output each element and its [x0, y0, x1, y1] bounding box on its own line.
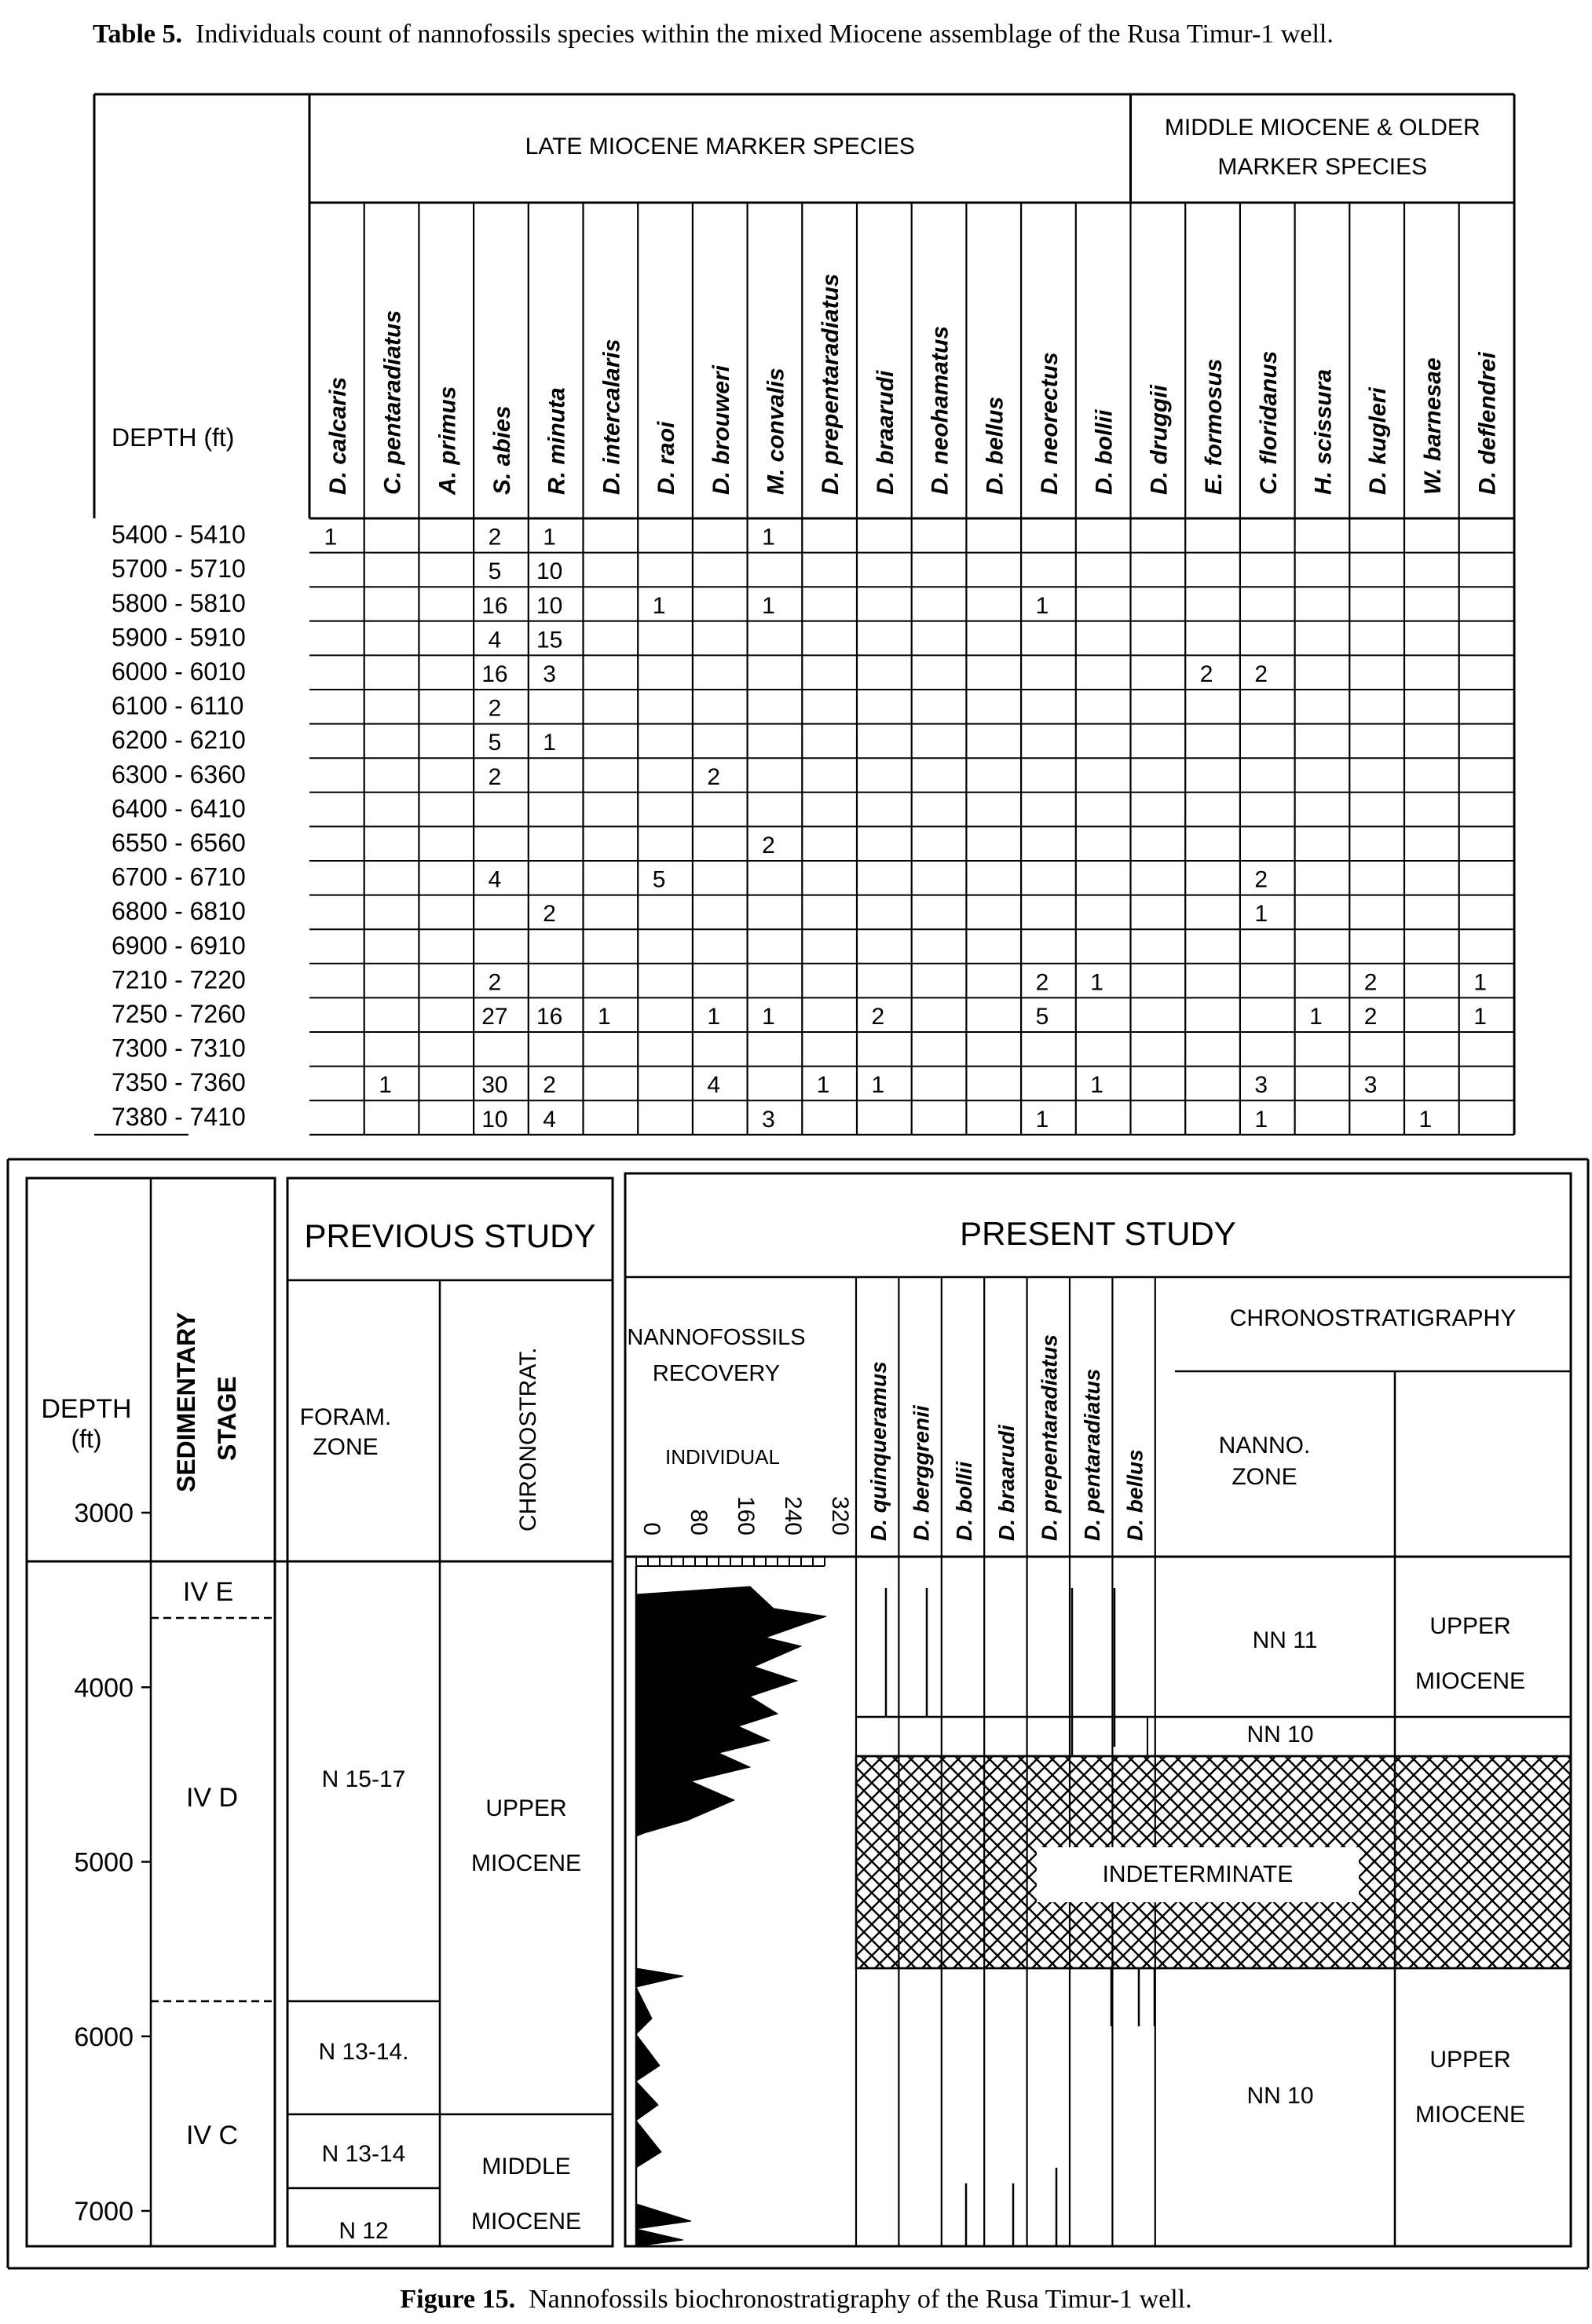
species-name-label: D. braarudi	[872, 370, 898, 495]
depth-interval-label: 6700 - 6710	[112, 862, 246, 891]
species-count-cell: 2	[1254, 661, 1268, 687]
previous-study-header: PREVIOUS STUDY	[304, 1217, 596, 1254]
species-count-cell: 27	[481, 1004, 508, 1030]
foram-zone-header: FORAM.	[299, 1404, 392, 1430]
species-count-cell: 2	[488, 763, 502, 790]
depth-interval-label: 6800 - 6810	[112, 897, 246, 926]
species-count-cell: 1	[652, 592, 666, 619]
species-count-cell: 2	[488, 969, 502, 996]
species-count-cell: 2	[762, 833, 775, 858]
species-name-label: D. neorectus	[1036, 352, 1063, 495]
foram-zone-label: N 13-14	[321, 2141, 406, 2167]
species-name-label: D. bollii	[1091, 409, 1118, 495]
species-count-cell: 2	[1363, 969, 1378, 996]
depth-interval-label: 7250 - 7260	[112, 1000, 246, 1028]
recovery-unit-label: INDIVIDUAL	[665, 1445, 780, 1469]
species-count-cell: 2	[543, 1072, 556, 1099]
species-count-cell: 10	[536, 558, 563, 585]
chronostratigraphy-label: UPPER	[1429, 2047, 1511, 2073]
depth-axis-title: DEPTH	[41, 1394, 132, 1424]
middle-miocene-group-header: MARKER SPECIES	[1217, 154, 1428, 180]
species-count-cell: 1	[816, 1072, 830, 1099]
chronostratigraphy-label: MIOCENE	[1415, 2102, 1526, 2128]
species-name-label: D. druggii	[1146, 385, 1173, 495]
species-count-cell: 2	[1199, 661, 1213, 687]
nanno-zone-header: NANNO.	[1218, 1433, 1311, 1458]
nanno-zone-label: NN 10	[1246, 2083, 1314, 2109]
species-count-cell: 1	[1035, 1106, 1049, 1133]
species-count-cell: 1	[1309, 1004, 1323, 1030]
species-count-cell: 5	[488, 730, 502, 756]
species-name-label: D. kugleri	[1365, 387, 1392, 495]
figure-caption	[0, 2284, 1592, 2315]
nanno-zone-label: NN 11	[1252, 1627, 1318, 1653]
depth-interval-label: 6200 - 6210	[112, 726, 246, 755]
chronostratigraphy-header: CHRONOSTRATIGRAPHY	[1229, 1305, 1517, 1331]
species-name-label: D. prepentaradiatus	[818, 273, 844, 495]
foram-zone-label: N 15-17	[321, 1766, 406, 1792]
chronostrat-header: CHRONOSTRAT.	[515, 1347, 541, 1532]
present-species-label: D. bollii	[951, 1461, 976, 1541]
species-count-cell: 16	[481, 592, 508, 619]
species-count-cell: 5	[488, 558, 502, 585]
chronostrat-label: MIOCENE	[470, 2209, 582, 2234]
present-species-label: D. quinqueramus	[866, 1361, 891, 1541]
species-count-cell: 16	[536, 1004, 563, 1030]
stage-label: IV C	[185, 2121, 239, 2150]
depth-tick-label: 5000	[74, 1847, 134, 1878]
species-count-cell: 2	[871, 1004, 885, 1030]
species-count-cell: 1	[324, 524, 338, 551]
species-count-cell: 3	[1254, 1072, 1268, 1099]
stage-label: IV D	[185, 1783, 239, 1813]
species-count-cell: 16	[481, 661, 508, 687]
species-count-cell: 1	[1418, 1106, 1433, 1133]
recovery-tick-label: 240	[780, 1495, 806, 1535]
species-count-cell: 10	[536, 592, 563, 619]
species-count-cell: 1	[598, 1004, 611, 1030]
species-count-cell: 3	[762, 1106, 775, 1133]
recovery-tick-label: 0	[639, 1522, 664, 1535]
depth-header: DEPTH (ft)	[112, 423, 235, 452]
depth-tick-label: 3000	[74, 1499, 134, 1528]
species-name-label: D. raoi	[653, 421, 680, 495]
species-count-cell: 1	[1090, 969, 1103, 996]
species-name-label: H. scissura	[1310, 368, 1337, 495]
stage-label: IV E	[182, 1577, 234, 1607]
species-count-cell: 2	[1254, 866, 1268, 893]
species-name-label: A. primus	[434, 386, 461, 495]
recovery-profile-upper	[636, 1587, 826, 1836]
species-count-cell: 2	[707, 763, 721, 790]
figure-caption-text: Nannofossils biochronostratigraphy of the Rusa Timur-1 well.	[529, 2285, 1192, 2314]
depth-tick-label: 4000	[74, 1673, 134, 1704]
figure-caption-label: Figure 15.	[400, 2285, 516, 2314]
depth-interval-label: 6100 - 6110	[112, 691, 244, 720]
recovery-profile-base	[636, 2204, 691, 2246]
depth-interval-label: 5900 - 5910	[112, 623, 246, 652]
table-caption-text: Individuals count of nannofossils species within the mixed Miocene assemblage of the Rusa Timur-1 well.	[196, 20, 1334, 49]
species-count-cell: 4	[488, 627, 502, 653]
species-count-cell: 2	[488, 524, 502, 551]
foram-zone-header: ZONE	[313, 1434, 379, 1460]
species-count-cell: 1	[1254, 1106, 1268, 1133]
species-name-label: C. pentaradiatus	[379, 309, 406, 495]
recovery-header: RECOVERY	[652, 1361, 781, 1386]
species-count-cell: 1	[1473, 1004, 1487, 1030]
depth-interval-label: 7350 - 7360	[112, 1068, 246, 1097]
species-count-cell: 2	[1363, 1004, 1378, 1030]
species-name-label: D. intercalaris	[598, 339, 625, 495]
species-count-cell: 3	[543, 661, 556, 687]
species-count-cell: 1	[762, 1004, 775, 1030]
recovery-tick-label: 80	[686, 1509, 712, 1535]
species-name-label: S. abies	[489, 405, 515, 495]
present-species-label: D. bellus	[1122, 1449, 1147, 1541]
indeterminate-label: INDETERMINATE	[1102, 1861, 1294, 1887]
species-count-cell: 4	[543, 1106, 556, 1133]
depth-interval-label: 6000 - 6010	[112, 657, 246, 686]
species-name-label: R. minuta	[543, 387, 570, 495]
recovery-header: NANNOFOSSILS	[627, 1325, 806, 1350]
species-count-cell: 10	[481, 1106, 508, 1133]
stage-header: SEDIMENTARY	[172, 1312, 200, 1492]
species-count-cell: 3	[1363, 1072, 1378, 1099]
depth-interval-label: 7380 - 7410	[112, 1102, 246, 1131]
depth-axis-title: (ft)	[71, 1425, 102, 1453]
depth-interval-label: 6300 - 6360	[112, 759, 246, 789]
species-count-cell: 1	[1254, 901, 1268, 928]
depth-interval-label: 5700 - 5710	[112, 554, 246, 584]
recovery-tick-label: 160	[733, 1495, 759, 1535]
table-caption-label: Table 5.	[93, 20, 183, 49]
species-count-cell: 1	[871, 1072, 885, 1099]
depth-interval-label: 6900 - 6910	[112, 931, 246, 960]
species-count-cell: 30	[481, 1072, 508, 1099]
species-name-label: C. floridanus	[1255, 350, 1282, 495]
species-count-cell: 2	[488, 695, 502, 722]
nanno-zone-label: NN 10	[1246, 1722, 1314, 1748]
depth-interval-label: 5400 - 5410	[112, 520, 246, 549]
chronostratigraphy-label: UPPER	[1429, 1613, 1511, 1639]
species-count-cell: 1	[1473, 969, 1487, 996]
depth-tick-label: 7000	[74, 2197, 134, 2227]
species-count-cell: 5	[652, 866, 666, 893]
foram-zone-label: N 13-14.	[318, 2039, 409, 2065]
species-name-label: D. calcaris	[324, 376, 351, 495]
depth-interval-label: 6550 - 6560	[112, 829, 246, 857]
species-name-label: D. neohamatus	[927, 325, 953, 495]
chronostrat-label: MIDDLE	[481, 2154, 571, 2179]
species-count-cell: 5	[1035, 1004, 1049, 1030]
depth-interval-label: 5800 - 5810	[112, 588, 246, 617]
species-name-label: D. bellus	[982, 396, 1008, 495]
chronostrat-label: UPPER	[485, 1795, 567, 1821]
present-species-label: D. pentaradiatus	[1080, 1368, 1104, 1541]
species-name-label: W. barnesae	[1419, 357, 1446, 495]
species-count-cell: 1	[762, 592, 775, 619]
species-count-cell: 1	[1035, 592, 1049, 619]
panel-box	[287, 1178, 613, 2246]
chronostrat-label: MIOCENE	[470, 1850, 582, 1876]
species-name-label: D. deflendrei	[1474, 352, 1501, 495]
species-count-cell: 1	[379, 1072, 392, 1099]
chronostratigraphy-label: MIOCENE	[1415, 1668, 1526, 1694]
species-count-cell: 1	[543, 730, 556, 756]
species-name-label: D. brouweri	[708, 364, 734, 495]
present-study-header: PRESENT STUDY	[960, 1215, 1236, 1252]
species-count-cell: 1	[707, 1004, 721, 1030]
nanno-zone-header: ZONE	[1232, 1464, 1297, 1490]
species-count-cell: 15	[536, 627, 563, 653]
species-name-label: E. formosus	[1201, 358, 1228, 495]
species-name-label: M. convalis	[763, 368, 789, 495]
recovery-tick-label: 320	[827, 1495, 853, 1535]
depth-interval-label: 7300 - 7310	[112, 1034, 246, 1063]
species-count-cell: 2	[543, 901, 556, 928]
species-count-cell: 1	[543, 524, 556, 551]
late-miocene-group-header: LATE MIOCENE MARKER SPECIES	[525, 134, 915, 159]
species-count-cell: 4	[707, 1072, 721, 1099]
middle-miocene-group-header: MIDDLE MIOCENE & OLDER	[1164, 115, 1480, 141]
present-species-label: D. berggrenii	[909, 1405, 934, 1541]
depth-interval-label: 6400 - 6410	[112, 794, 246, 823]
foram-zone-label: N 12	[339, 2218, 389, 2244]
species-count-cell: 1	[1090, 1072, 1103, 1099]
species-count-cell: 2	[1035, 969, 1049, 996]
species-count-cell: 1	[762, 524, 775, 551]
stage-header: STAGE	[213, 1376, 241, 1461]
depth-tick-label: 6000	[74, 2022, 134, 2052]
depth-interval-label: 7210 - 7220	[112, 965, 246, 994]
species-count-cell: 4	[488, 866, 502, 893]
present-species-label: D. braarudi	[994, 1425, 1019, 1541]
recovery-profile-lower	[636, 1968, 683, 2168]
present-species-label: D. prepentaradiatus	[1037, 1334, 1062, 1541]
